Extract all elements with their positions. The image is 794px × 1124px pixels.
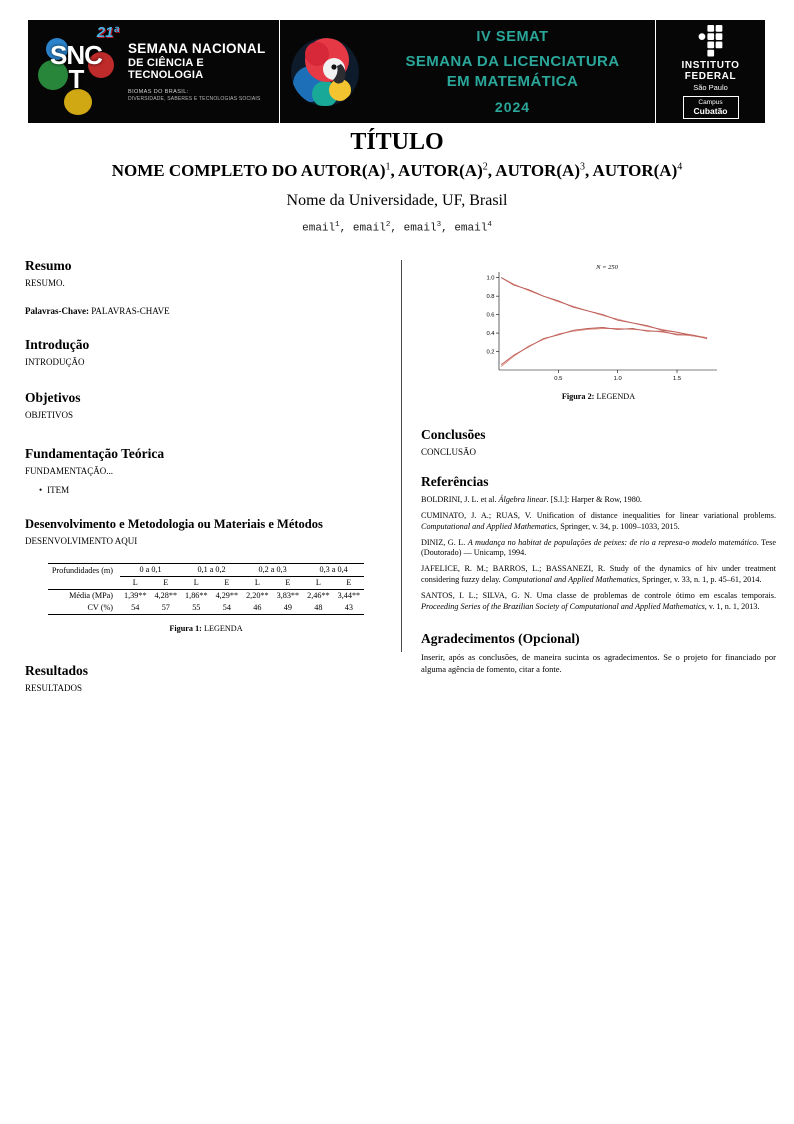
right-column: [421, 258, 776, 676]
table-subheader-row: [48, 576, 364, 589]
table-row: [48, 602, 364, 615]
superscript: 3: [580, 161, 585, 173]
table-subheader: E: [334, 576, 365, 589]
left-column: [25, 258, 387, 694]
event-title-line2: SEMANA DA LICENCIATURA: [405, 52, 620, 70]
superscript: 2: [482, 161, 488, 173]
snct-subtitle-line2: DIVERSIDADE, SABERES E TECNOLOGIAS SOCIAIS: [128, 96, 261, 102]
table-subheader: E: [273, 576, 304, 589]
conclusoes-text: CONCLUSÃO: [421, 447, 477, 457]
superscript: 1: [385, 161, 391, 173]
table-header-row: [48, 563, 364, 576]
svg-text:1.5: 1.5: [672, 376, 681, 382]
table-cell: 54: [222, 603, 231, 613]
affiliation: Nome da Universidade, UF, Brasil: [286, 192, 508, 209]
table-cell: 54: [131, 603, 140, 613]
table-subheader: L: [120, 576, 151, 589]
campus-label: Campus: [698, 98, 723, 106]
section-desenvolvimento-heading: Desenvolvimento e Metodologia ou Materiais e Métodos: [25, 516, 323, 531]
ifsp-name-line1: INSTITUTO: [681, 59, 740, 71]
table-cell: 55: [192, 603, 201, 613]
table-subheader: E: [212, 576, 243, 589]
figura1-caption-label: Figura 1:: [169, 623, 202, 633]
figura1-caption: [25, 624, 387, 633]
keywords-line: [25, 305, 387, 317]
table-cell: 2,46**: [307, 591, 330, 601]
table-row-label: Média (MPa): [69, 591, 114, 601]
superscript: 2: [385, 221, 391, 229]
table-group-header: 0,2 a 0,3: [242, 563, 303, 576]
table-row: [48, 589, 364, 602]
table-subheader: L: [303, 576, 334, 589]
table-cell: 3,83**: [276, 591, 300, 601]
snct-title-line2: DE CIÊNCIA E TECNOLOGIA: [128, 57, 204, 81]
event-title-line1: IV SEMAT: [476, 28, 549, 45]
reference-item: JAFELICE, R. M.; BARROS, L.; BASSANEZI, R. Study of the dynamics of hiv under treatment considering fuzzy delay. Computational and Applied Mathematics, Springer, v. 33, n. 1, p. 45–61, 2014.: [421, 564, 776, 585]
table-cell: 1,86**: [185, 591, 208, 601]
table-cell: 49: [283, 603, 292, 613]
table-cell: 43: [344, 603, 353, 613]
fundamentacao-text: FUNDAMENTAÇÃO...: [25, 465, 114, 476]
bullet-icon: [39, 485, 47, 495]
svg-text:0.6: 0.6: [485, 312, 494, 319]
emails-line: email$^1$, email$^2$, email$^3$, email$^4$: [302, 221, 492, 235]
event-year: 2024: [494, 98, 531, 115]
campus-name: Cubatão: [693, 105, 728, 116]
section-conclusoes-heading: Conclusões: [421, 427, 486, 442]
snct-logo-icon: [36, 26, 120, 117]
column-divider: [401, 260, 402, 652]
list-item: [25, 485, 387, 495]
table-cell: 4,29**: [215, 591, 239, 601]
table-group-header: 0 a 0,1: [120, 563, 181, 576]
table-cell: 57: [161, 603, 170, 613]
desenvolvimento-text: DESENVOLVIMENTO AQUI: [25, 535, 138, 546]
reference-item: CUMINATO, J. A.; RUAS, V. Unification of distance inequalities for linear variational problems. Computational and Applied Mathematics, Springer, v. 34, p. 1009–1033, 2015.: [421, 510, 776, 531]
list-item-text: ITEM: [47, 484, 70, 495]
section-agradecimentos-heading: Agradecimentos (Opcional): [421, 630, 580, 646]
table-subheader: L: [242, 576, 273, 589]
reference-item: BOLDRINI, J. L. et al. Álgebra linear. [S.l.]: Harper & Row, 1980.: [421, 495, 642, 505]
section-resultados-heading: Resultados: [25, 662, 89, 678]
snct-logo-block: [28, 20, 280, 123]
keywords-label: Palavras-Chave:: [25, 306, 89, 317]
figura1-table: [48, 563, 364, 615]
parrot-logo-block: [280, 20, 370, 123]
section-objetivos-heading: Objetivos: [25, 390, 81, 406]
figura1-caption-text: LEGENDA: [203, 623, 243, 633]
svg-text:1.0: 1.0: [485, 275, 494, 282]
snct-title-line1: SEMANA NACIONAL: [128, 41, 266, 56]
table-cell: 1,39**: [124, 591, 147, 601]
superscript: 3: [436, 221, 442, 229]
figura2-plot: [473, 260, 725, 386]
svg-text:0.8: 0.8: [485, 294, 494, 301]
svg-text:0.5: 0.5: [553, 376, 562, 382]
table-cell: 2,20**: [246, 591, 269, 601]
table-subheader: E: [151, 576, 182, 589]
superscript: 4: [487, 221, 492, 229]
agradecimentos-text: Inserir, após as conclusões, de maneira sucinta os agradecimentos. Se o projeto for financiado por alguma agência de fomento, citar a fonte.: [421, 651, 776, 675]
figura2-caption-text: LEGENDA: [596, 392, 636, 401]
ifsp-state: São Paulo: [693, 82, 728, 92]
svg-text:1.0: 1.0: [613, 376, 622, 382]
table-corner-label: Profundidades (m): [51, 565, 114, 575]
table-group-header: 0,1 a 0,2: [181, 563, 242, 576]
resultados-text: RESULTADOS: [25, 682, 82, 693]
parrot-logo-icon: [289, 36, 361, 108]
event-title-line3: EM MATEMÁTICA: [446, 72, 579, 90]
page-title: TÍTULO: [350, 129, 444, 155]
snct-subtitle-line1: BIOMAS DO BRASIL:: [128, 89, 189, 95]
section-referencias-heading: Referências: [421, 474, 489, 490]
section-fundamentacao-heading: Fundamentação Teórica: [25, 445, 165, 461]
references-list: [421, 495, 776, 612]
table-subheader: L: [181, 576, 212, 589]
reference-item: DINIZ, G. L. A mudança no habitat de populações de peixes: de rio a represa-o modelo matemático. Tese (Doutorado) — Unicamp, 1994.: [421, 537, 776, 558]
table-cell: 4,28**: [154, 591, 178, 601]
ifsp-logo-block: [655, 20, 765, 123]
figura2-caption-label: Figura 2:: [561, 392, 595, 401]
objetivos-text: OBJETIVOS: [25, 410, 74, 421]
superscript: 1: [335, 221, 340, 229]
campus-box: [683, 96, 739, 119]
table-cell: 3,44**: [337, 591, 361, 601]
snct-edition-badge: 21ª: [96, 26, 119, 41]
svg-text:N = 250: N = 250: [595, 264, 618, 271]
event-title-block: [370, 20, 655, 123]
svg-text:0.4: 0.4: [485, 331, 494, 338]
table-cell: 48: [314, 603, 323, 613]
table-subheader-empty: [48, 576, 120, 589]
snct-letters: SNCT: [50, 40, 102, 94]
svg-text:0.2: 0.2: [485, 349, 494, 356]
figura2-block: [421, 260, 776, 386]
table-row-label: CV (%): [87, 603, 114, 613]
header-banner: [28, 20, 765, 123]
table-cell: 46: [253, 603, 262, 613]
superscript: 4: [677, 161, 683, 173]
ifsp-logo-icon: [698, 25, 724, 57]
ifsp-name-line2: FEDERAL: [684, 70, 737, 82]
figura2-caption: [421, 392, 776, 401]
figura1-block: [25, 563, 387, 615]
section-resumo-heading: Resumo: [25, 258, 72, 273]
snct-text-block: [128, 41, 275, 102]
section-introducao-heading: Introdução: [25, 337, 90, 353]
resumo-text: RESUMO.: [25, 278, 65, 288]
authors-line: NOME COMPLETO DO $AUTOR(A)^1$, $AUTOR(A)^2$, $AUTOR(A)^3$, $AUTOR(A)^4$: [111, 161, 683, 180]
reference-item: SANTOS, I. L.; SILVA, G. N. Uma classe de problemas de controle ótimo em escalas temporais. Proceeding Series of the Brazilian Society of Computational and Applied Mathematics, v. 1, n. 1, 2013.: [421, 590, 776, 611]
introducao-text: INTRODUÇÃO: [25, 357, 85, 368]
table-group-header: 0,3 a 0,4: [303, 563, 364, 576]
keywords-text: PALAVRAS-CHAVE: [91, 306, 170, 317]
